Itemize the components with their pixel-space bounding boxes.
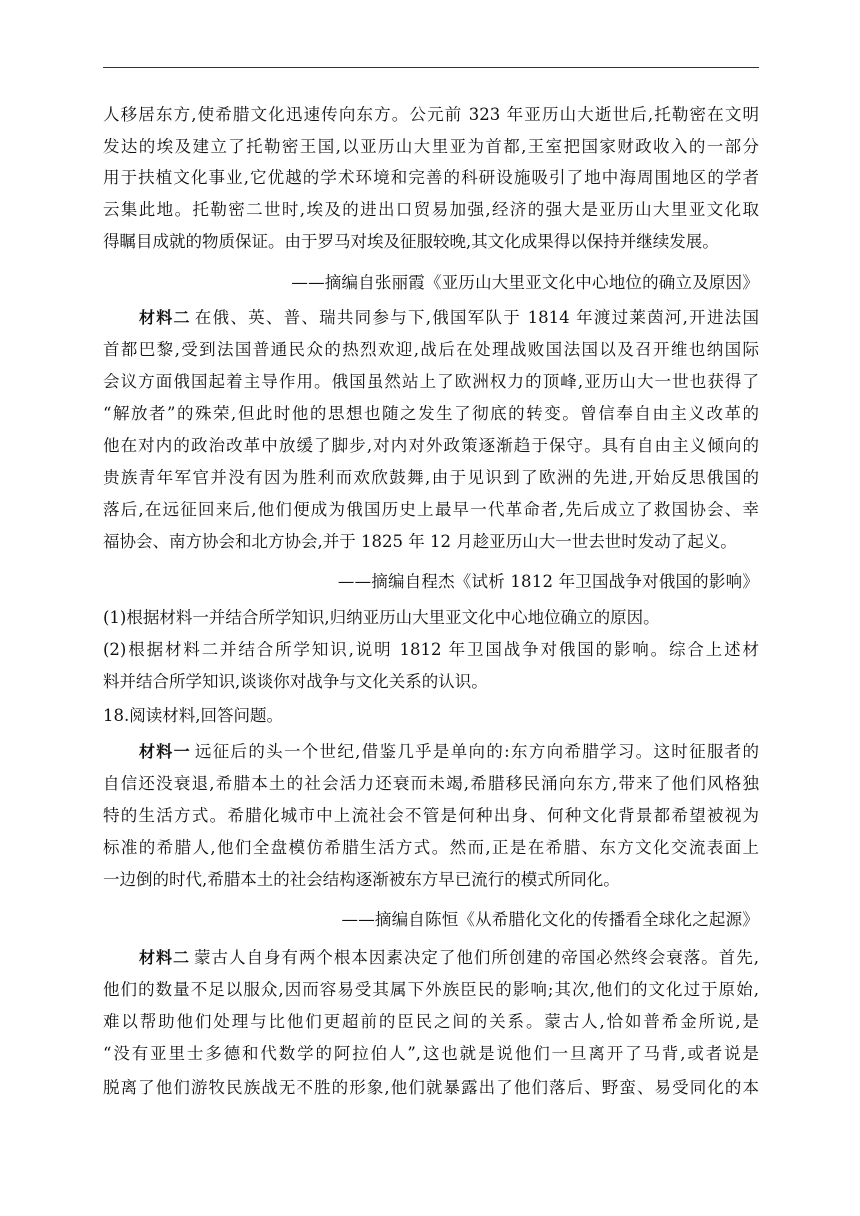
text-line: 他在对内的政治改革中放缓了脚步,对内对外政策逐渐趋于保守。具有自由主义倾向的 xyxy=(103,436,759,455)
text-line: 首都巴黎,受到法国普通民众的热烈欢迎,战后在处理战败国法国以及召开维也纳国际 xyxy=(103,340,759,359)
text-line: 料并结合所学知识,谈谈你对战争与文化关系的认识。 xyxy=(103,672,488,691)
material-paragraph xyxy=(139,740,759,764)
text-line: 蒙古人自身有两个根本因素决定了他们所创建的帝国必然终会衰落。首先, xyxy=(193,948,759,967)
text-line: 人移居东方,使希腊文化迅速传向东方。公元前 323 年亚历山大逝世后,托勒密在文明 xyxy=(103,105,759,124)
material-label: 材料二 xyxy=(139,308,191,327)
text-line: 在俄、英、普、瑞共同参与下,俄国军队于 1814 年渡过莱茵河,开进法国 xyxy=(194,308,759,327)
text-line: “没有亚里士多德和代数学的阿拉伯人”,这也就是说他们一旦离开了马背,或者说是 xyxy=(103,1044,759,1063)
source-citation: ——摘编自陈恒《从希腊化文化的传播看全球化之起源》 xyxy=(341,910,759,929)
question-18-heading: 18.阅读材料,回答问题。 xyxy=(103,706,283,725)
text-line: 云集此地。托勒密二世时,埃及的进出口贸易加强,经济的强大是亚历山大里亚文化取 xyxy=(103,200,759,219)
question-2: (2)根据材料二并结合所学知识,说明 1812 年卫国战争对俄国的影响。综合上述材 xyxy=(103,640,759,659)
material-paragraph xyxy=(139,306,759,330)
text-line: 自信还没衰退,希腊本土的社会活力还衰而未竭,希腊移民涌向东方,带来了他们风格独 xyxy=(103,774,759,793)
text-line: 得瞩目成就的物质保证。由于罗马对埃及征服较晚,其文化成果得以保持并继续发展。 xyxy=(103,232,719,251)
material-paragraph xyxy=(139,946,759,970)
text-line: 他们的数量不足以服众,因而容易受其属下外族臣民的影响;其次,他们的文化过于原始, xyxy=(103,980,759,999)
text-line: 难以帮助他们处理与比他们更超前的臣民之间的关系。蒙古人,恰如普希金所说,是 xyxy=(103,1012,759,1031)
source-citation: ——摘编自张丽霞《亚历山大里亚文化中心地位的确立及原因》 xyxy=(291,273,759,292)
text-line: 特的生活方式。希腊化城市中上流社会不管是何种出身、何种文化背景都希望被视为 xyxy=(103,806,759,825)
source-citation: ——摘编自程杰《试析 1812 年卫国战争对俄国的影响》 xyxy=(337,572,759,591)
text-line: 福协会、南方协会和北方协会,并于 1825 年 12 月趁亚历山大一世去世时发动了起义。 xyxy=(103,532,737,551)
text-line: 用于扶植文化事业,它优越的学术环境和完善的科研设施吸引了地中海周围地区的学者 xyxy=(103,168,759,187)
question-1: (1)根据材料一并结合所学知识,归纳亚历山大里亚文化中心地位确立的原因。 xyxy=(103,608,660,627)
text-line: 落后,在远征回来后,他们便成为俄国历史上最早一代革命者,先后成立了救国协会、幸 xyxy=(103,500,759,519)
text-line: 会议方面俄国起着主导作用。俄国虽然站上了欧洲权力的顶峰,亚历山大一世也获得了 xyxy=(103,372,759,391)
header-rule xyxy=(103,67,759,68)
text-line: 脱离了他们游牧民族战无不胜的形象,他们就暴露出了他们落后、野蛮、易受同化的本 xyxy=(103,1078,759,1097)
text-line: 远征后的头一个世纪,借鉴几乎是单向的:东方向希腊学习。这时征服者的 xyxy=(194,742,759,761)
material-label: 材料二 xyxy=(139,948,190,967)
material-label: 材料一 xyxy=(139,742,191,761)
text-line: 标准的希腊人,他们全盘模仿希腊生活方式。然而,正是在希腊、东方文化交流表面上 xyxy=(103,838,759,857)
text-line: 一边倒的时代,希腊本土的社会结构逐渐被东方早已流行的模式所同化。 xyxy=(103,870,620,889)
text-line: 发达的埃及建立了托勒密王国,以亚历山大里亚为首都,王室把国家财政收入的一部分 xyxy=(103,137,759,156)
text-line: “解放者”的殊荣,但此时他的思想也随之发生了彻底的转变。曾信奉自由主义改革的 xyxy=(103,404,759,423)
text-line: 贵族青年军官并没有因为胜利而欢欣鼓舞,由于见识到了欧洲的先进,开始反思俄国的 xyxy=(103,468,759,487)
